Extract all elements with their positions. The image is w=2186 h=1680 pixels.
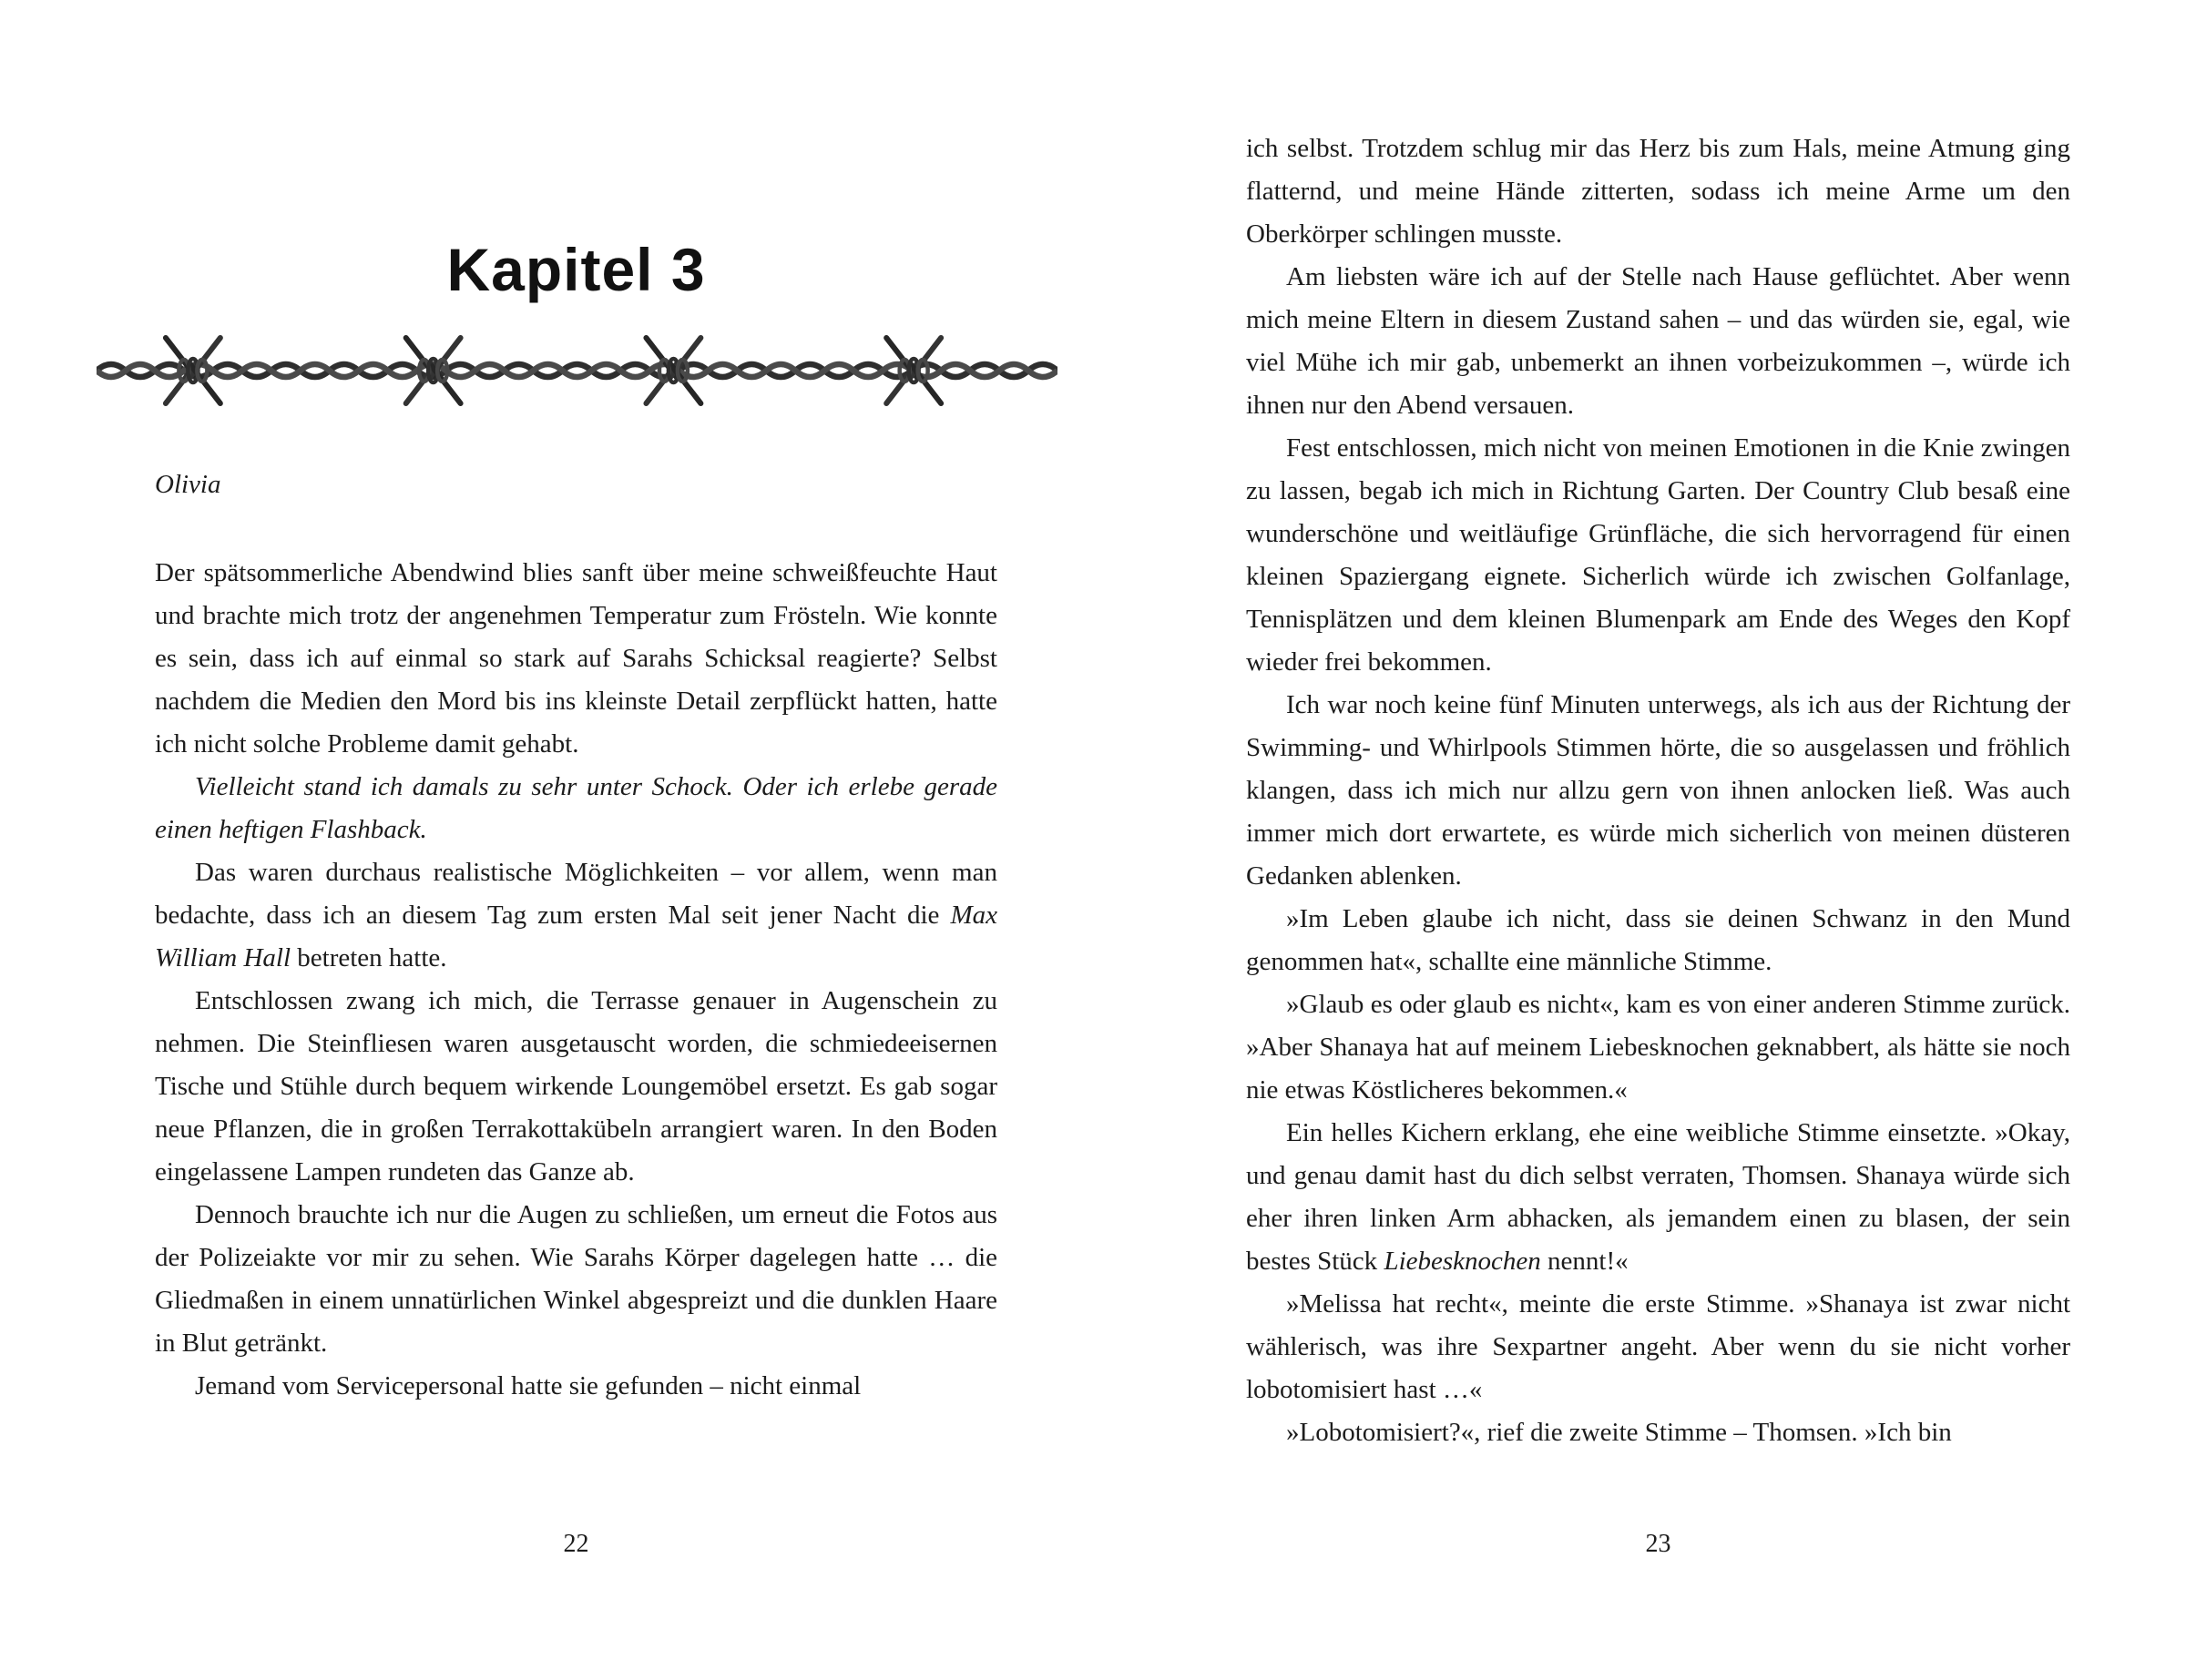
text-segment: Ein helles Kichern erklang, ehe eine weibliche Stimme einsetzte. »Okay, und genau damit hast du dich selbst verraten, Thomsen. Shanaya würde sich eher ihren linken Arm abhacken, als jemandem einen zu blasen, der sein bestes Stück xyxy=(1246,1118,2070,1276)
paragraph xyxy=(1246,1411,2070,1454)
chapter-title: Kapitel 3 xyxy=(446,236,706,303)
page-right xyxy=(1246,0,2070,1680)
barbed-wire-ornament xyxy=(97,321,1057,421)
page-number-left: 22 xyxy=(563,1530,589,1558)
paragraph xyxy=(1246,427,2070,684)
body-text-right xyxy=(1246,127,2070,1454)
text-segment: »Im Leben glaube ich nicht, dass sie deinen Schwanz in den Mund genommen hat«, schallte eine männliche Stimme. xyxy=(1246,904,2070,976)
page-number-right: 23 xyxy=(1645,1530,1671,1558)
text-segment: Ich war noch keine fünf Minuten unterwegs, als ich aus der Richtung der Swimming- und Whirlpools Stimmen hörte, die so ausgelassen und fröhlich klangen, dass ich mich nur allzu gern von ihnen anlocken ließ. Was auch immer mich dort erwartete, es würde mich sicherlich von meinen düsteren Gedanken ablenken. xyxy=(1246,690,2070,891)
paragraph xyxy=(1246,256,2070,427)
paragraph xyxy=(1246,127,2070,256)
page-left xyxy=(155,0,997,1680)
text-segment: »Melissa hat recht«, meinte die erste Stimme. »Shanaya ist zwar nicht wählerisch, was ihre Sexpartner angeht. Aber wenn du sie nicht vorher lobotomisiert hast …« xyxy=(1246,1289,2070,1404)
text-segment: ich selbst. Trotzdem schlug mir das Herz bis zum Hals, meine Atmung ging flatternd, und meine Hände zitterten, sodass ich meine Arme um den Oberkörper schlingen musste. xyxy=(1246,134,2070,249)
text-segment: Das waren durchaus realistische Möglichkeiten – vor allem, wenn man bedachte, dass ich an diesem Tag zum ersten Mal seit jener Nacht die xyxy=(155,858,997,930)
text-segment: Entschlossen zwang ich mich, die Terrasse genauer in Augenschein zu nehmen. Die Steinfliesen waren ausgetauscht worden, die schmiedeeisernen Tische und Stühle durch bequem wirkende Loungemöbel ersetzt. Es gab sogar neue Pflanzen, die in großen Terrakottakübeln arrangiert waren. In den Boden eingelassene Lampen rundeten das Ganze ab. xyxy=(155,986,997,1186)
text-segment: »Glaub es oder glaub es nicht«, kam es von einer anderen Stimme zurück. »Aber Shanaya hat auf meinem Liebesknochen geknabbert, als hätte sie noch nie etwas Köstlicheres bekommen.« xyxy=(1246,990,2070,1105)
body-text-left xyxy=(155,552,997,1408)
paragraph xyxy=(155,980,997,1194)
text-segment: »Lobotomisiert?«, rief die zweite Stimme – Thomsen. »Ich bin xyxy=(1286,1418,1952,1447)
paragraph xyxy=(155,766,997,851)
emphasized-text: Liebesknochen xyxy=(1384,1247,1541,1276)
text-segment: Fest entschlossen, mich nicht von meinen Emotionen in die Knie zwingen zu lassen, begab ich mich in Richtung Garten. Der Country Club besaß eine wunderschöne und weitläufige Grünfläche, die sich hervorragend für einen kleinen Spaziergang eignete. Sicherlich würde ich zwischen Golfanlage, Tennisplätzen und dem kleinen Blumenpark am Ende des Weges den Kopf wieder frei bekommen. xyxy=(1246,433,2070,677)
narrator-name: Olivia xyxy=(155,470,221,499)
text-segment: Der spätsommerliche Abendwind blies sanft über meine schweißfeuchte Haut und brachte mich trotz der angenehmen Temperatur zum Frösteln. Wie konnte es sein, dass ich auf einmal so stark auf Sarahs Schicksal reagierte? Selbst nachdem die Medien den Mord bis ins kleinste Detail zerpflückt hatten, hatte ich nicht solche Probleme damit gehabt. xyxy=(155,558,997,759)
barbed-wire-icon xyxy=(97,321,1057,421)
paragraph xyxy=(1246,1112,2070,1283)
paragraph xyxy=(155,552,997,766)
text-segment: Vielleicht stand ich damals zu sehr unter Schock. Oder ich erlebe gerade einen heftigen Flashback. xyxy=(155,772,997,844)
paragraph xyxy=(155,1365,997,1408)
paragraph xyxy=(1246,1283,2070,1411)
text-segment: Am liebsten wäre ich auf der Stelle nach Hause geflüchtet. Aber wenn mich meine Eltern in diesem Zustand sahen – und das würden sie, egal, wie viel Mühe ich mir gab, unbemerkt an ihnen vorbeizukommen –, würde ich ihnen nur den Abend versauen. xyxy=(1246,262,2070,420)
paragraph xyxy=(155,851,997,980)
paragraph xyxy=(1246,898,2070,983)
text-segment: Dennoch brauchte ich nur die Augen zu schließen, um erneut die Fotos aus der Polizeiakte vor mir zu sehen. Wie Sarahs Körper dagelegen hatte … die Gliedmaßen in einem unnatürlichen Winkel abgespreizt und die dunklen Haare in Blut getränkt. xyxy=(155,1200,997,1358)
text-segment: Jemand vom Servicepersonal hatte sie gefunden – nicht einmal xyxy=(195,1371,862,1400)
text-segment: betreten hatte. xyxy=(291,943,447,972)
text-segment: nennt!« xyxy=(1540,1247,1629,1276)
emphasized-text: Max William Hall xyxy=(155,901,997,972)
paragraph xyxy=(1246,684,2070,898)
paragraph xyxy=(1246,983,2070,1112)
paragraph xyxy=(155,1194,997,1365)
